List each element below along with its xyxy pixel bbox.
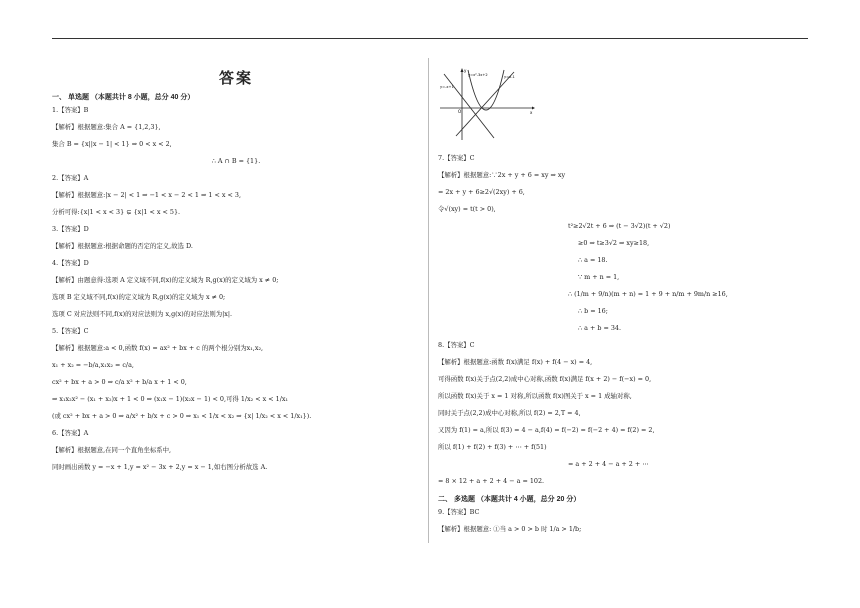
analysis-line: 【解析】根据题意:∵2x + y + 6 = xy ⇒ xy (438, 171, 566, 179)
analysis-line: 【解析】根据题意:集合 A = {1,2,3}, (52, 123, 161, 131)
analysis-line: ≥0 ⇒ t≥3√2 ⇒ xy≥18, (578, 239, 650, 247)
answer-line: 6.【答案】A (52, 429, 89, 437)
analysis-line: 【解析】根据题意,在同一个直角坐标系中, (52, 446, 172, 454)
graph-label-origin: O (458, 109, 462, 114)
analysis-line: 【解析】根据题意:|x − 2| < 1 ⇒ −1 < x − 2 < 1 ⇒ 1 < x < 3, (52, 191, 242, 199)
analysis-line: = a + 2 + 4 − a + 2 + ⋯ (568, 460, 649, 468)
answer-line: 4.【答案】D (52, 259, 89, 267)
analysis-line: cx² + bx + a > 0 ⇒ c/a x² + b/a x + 1 < 0, (52, 378, 187, 386)
analysis-line: 又因为 f(1) = a,所以 f(3) = 4 − a,f(4) = f(−2) = f(−2 + 4) = f(2) = 2, (438, 426, 655, 434)
analysis-line: = 2x + y + 6≥2√(2xy) + 6, (438, 188, 525, 196)
x-axis-arrow (532, 107, 535, 110)
analysis-line: 【解析】根据题意:a < 0,函数 f(x) = ax² + bx + c 的两个根分别为x₁,x₂, (52, 344, 264, 352)
left-column (52, 64, 420, 476)
function-graph-svg (438, 64, 538, 144)
analysis-line: ∵ m + n = 1, (578, 273, 620, 281)
analysis-line: 集合 B = {x||x − 1| < 1} ⇒ 0 < x < 2, (52, 140, 172, 148)
analysis-line: 同时关于点(2,2)成中心对称,所以 f(2) = 2,T = 4, (438, 409, 581, 417)
analysis-line: 选项 C 对应法则不同,f(x)的对应法则为 x,g(x)的对应法则为|x|. (52, 310, 233, 318)
analysis-line: 令√(xy) = t(t > 0), (438, 205, 496, 213)
answer-line: 7.【答案】C (438, 154, 475, 162)
analysis-line: 【解析】根据题意:根据命题的否定的定义,故选 D. (52, 242, 193, 250)
analysis-line: 【解析】由题意得:选项 A 定义域不同,f(x)的定义域为 R,g(x)的定义域为 x ≠ 0; (52, 276, 279, 284)
analysis-line: 可得函数 f(x)关于点(2,2)成中心对称,函数 f(x)满足 f(x + 2) − f(−x) = 0, (438, 375, 652, 383)
analysis-line: ∴ a = 18. (578, 256, 608, 264)
analysis-line: 分析可得:{x|1 < x < 3} ⊊ {x|1 < x < 5}. (52, 208, 181, 216)
analysis-line: 所以函数 f(x)关于 x = 1 对称,所以函数 f(x)图关于 x = 1 成轴对称, (438, 392, 632, 400)
analysis-line: 选项 B 定义域不同,f(x)的定义域为 R,g(x)的定义域为 x ≠ 0; (52, 293, 226, 301)
function-graph-figure (438, 64, 538, 144)
analysis-line: (或 cx² + bx + a > 0 ⇒ a/x² + b/x + c > 0 ⇒ x₁ < 1/x < x₂ ⇒ {x| 1/x₂ < x < 1/x₁}). (52, 412, 312, 420)
analysis-line: ∴ A ∩ B = {1}. (211, 157, 261, 165)
graph-label-y-axis: y (464, 68, 467, 73)
analysis-line: t²≥2√2t + 6 ⇒ (t − 3√2)(t + √2) (568, 222, 671, 230)
page-title: 答案 (218, 70, 253, 87)
analysis-line: ∴ a + b = 34. (578, 324, 621, 332)
answer-line: 5.【答案】C (52, 327, 89, 335)
analysis-line: x₁ + x₂ = −b/a,x₁x₂ = c/a, (52, 361, 134, 369)
analysis-line: 【解析】根据题意:函数 f(x)满足 f(x) + f(4 − x) = 4, (438, 358, 593, 366)
answer-line: 1.【答案】B (52, 106, 89, 114)
column-divider (428, 58, 429, 543)
analysis-line: 同时画出函数 y = −x + 1,y = x² − 3x + 2,y = x − 1,如右图分析故选 A. (52, 463, 268, 471)
answer-line: 8.【答案】C (438, 341, 475, 349)
graph-label-neg-x-plus-1: y=-x+1 (440, 85, 454, 89)
analysis-line: 【解析】根据题意: ①当 a > 0 > b 时 1/a > 1/b; (438, 525, 582, 533)
analysis-line: 所以 f(1) + f(2) + f(3) + ⋯ + f(51) (438, 443, 547, 451)
answer-line: 9.【答案】BC (438, 508, 480, 516)
analysis-line: ⇒ x₁x₂x² − (x₁ + x₂)x + 1 < 0 ⇒ (x₁x − 1)(x₂x − 1) < 0,可得 1/x₂ < x < 1/x₁ (52, 395, 289, 403)
graph-label-x-minus-1: y=x-1 (504, 75, 515, 79)
analysis-line: = 8 × 12 + a + 2 + 4 − a = 102. (438, 477, 545, 485)
graph-label-x-axis: x (530, 110, 533, 115)
answer-line: 3.【答案】D (52, 225, 89, 233)
answer-line: 2.【答案】A (52, 174, 89, 182)
section-heading-single-choice: 一、 单选题 （本题共计 8 小题，总分 40 分） (52, 94, 195, 101)
header-rule (52, 38, 808, 39)
analysis-line: ∴ b = 16; (578, 307, 608, 315)
right-column (438, 64, 808, 538)
line-neg-x-plus-1 (444, 74, 494, 138)
graph-label-parabola: y=x²-3x+2 (468, 73, 488, 77)
section-heading-multiple-choice: 二、 多选题 （本题共计 4 小题，总分 20 分） (438, 496, 581, 503)
analysis-line: ∴ (1/m + 9/n)(m + n) = 1 + 9 + n/m + 9m/n ≥16, (568, 290, 728, 298)
